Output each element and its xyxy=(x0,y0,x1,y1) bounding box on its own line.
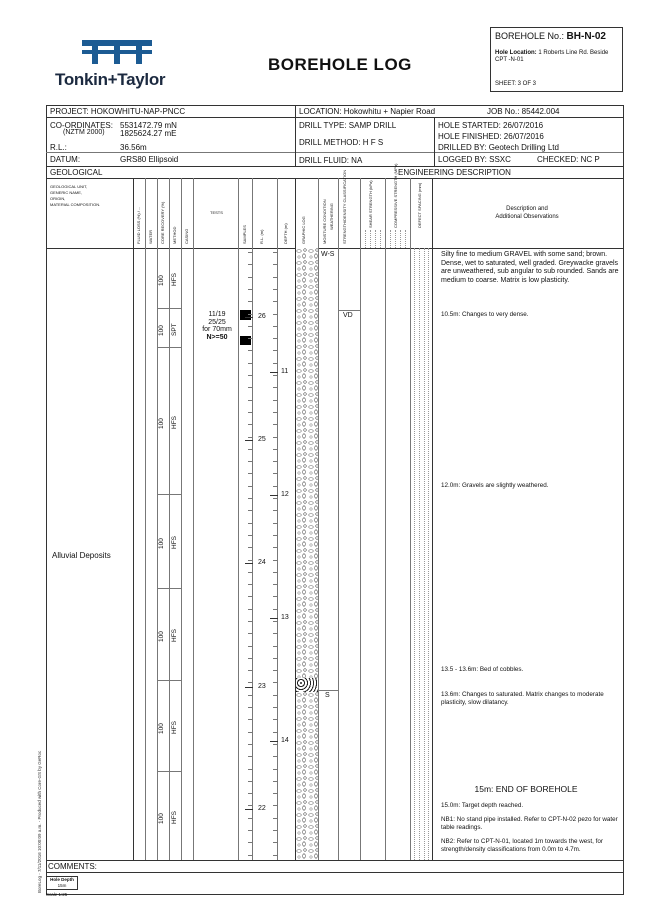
scale-minor-tick xyxy=(248,805,252,806)
scale-minor-tick xyxy=(273,609,277,610)
scale-minor-tick xyxy=(273,498,277,499)
header-core-recovery: CORE RECOVERY (%) xyxy=(160,201,165,244)
drilled-by: DRILLED BY: Geotech Drilling Ltd xyxy=(438,143,559,152)
scale-minor-tick xyxy=(248,486,252,487)
header-graphic-log: GRAPHIC LOG xyxy=(301,216,306,244)
rl-label: R.L.: xyxy=(50,143,67,152)
coords-sub: (NZTM 2000) xyxy=(63,129,105,136)
run-boundary xyxy=(157,347,181,348)
rl-major-tick xyxy=(245,563,253,564)
coords-label: CO-ORDINATES: xyxy=(50,121,113,130)
depth-tick-label: 11 xyxy=(281,368,289,375)
scale-minor-tick xyxy=(273,277,277,278)
sample-marker-1 xyxy=(240,310,251,320)
depth-major-tick xyxy=(270,741,278,742)
scale-minor-tick xyxy=(248,449,252,450)
scale-minor-tick xyxy=(248,350,252,351)
scale-minor-tick xyxy=(248,437,252,438)
rl-major-tick xyxy=(245,809,253,810)
project: PROJECT: HOKOWHITU-NAP-PNCC xyxy=(50,107,186,116)
section-geological: GEOLOGICAL xyxy=(50,168,103,177)
note-target: 15.0m: Target depth reached. xyxy=(441,802,524,809)
scale-minor-tick xyxy=(273,732,277,733)
scale-minor-tick xyxy=(248,769,252,770)
scale-minor-tick xyxy=(273,449,277,450)
scale-minor-tick xyxy=(248,461,252,462)
header-strength: STRENGTH/DENSITY CLASSIFICATION xyxy=(342,169,347,244)
scale-minor-tick xyxy=(248,375,252,376)
header-moisture: MOISTURE CONDITION xyxy=(322,199,327,244)
scale-minor-tick xyxy=(248,289,252,290)
scale-minor-tick xyxy=(273,719,277,720)
drill-method-value: HFS xyxy=(171,273,178,286)
scale-minor-tick xyxy=(248,682,252,683)
scale-minor-tick xyxy=(273,547,277,548)
scale-minor-tick xyxy=(273,572,277,573)
scale-minor-tick xyxy=(273,744,277,745)
scale-minor-tick xyxy=(273,523,277,524)
scale-minor-tick xyxy=(248,535,252,536)
rl-tick-label: 26 xyxy=(258,313,266,320)
page-title: BOREHOLE LOG xyxy=(268,55,412,74)
datum-label: DATUM: xyxy=(50,155,81,164)
coord-east: 1825624.27 mE xyxy=(120,129,177,138)
hole-started: HOLE STARTED: 26/07/2016 xyxy=(438,121,544,130)
observation-main: Silty fine to medium GRAVEL with some sand; brown. Dense, wet to saturated, well graded. Greywacke gravels are unweathered, sub angular to sub rounded. Sands are medium to coarse. Matrix is low plasticity. xyxy=(441,251,619,284)
header-compressive: COMPRESSIVE STRENGTH (MPa) xyxy=(393,163,398,228)
scale-minor-tick xyxy=(248,387,252,388)
scale-minor-tick xyxy=(273,830,277,831)
scale-minor-tick xyxy=(273,350,277,351)
company-name: Tonkin+Taylor xyxy=(55,70,166,89)
scale-minor-tick xyxy=(273,412,277,413)
run-boundary xyxy=(157,771,181,772)
scale-minor-tick xyxy=(248,830,252,831)
scale-minor-tick xyxy=(248,363,252,364)
depth-tick-label: 14 xyxy=(281,737,289,744)
rl-tick-label: 24 xyxy=(258,559,266,566)
scale-minor-tick xyxy=(273,756,277,757)
scale-minor-tick xyxy=(248,596,252,597)
scale-minor-tick xyxy=(248,633,252,634)
header-fluid-loss: FLUID LOSS (%) / ... xyxy=(136,206,141,244)
scale-minor-tick xyxy=(248,732,252,733)
drill-method: DRILL METHOD: H F S xyxy=(299,138,384,147)
observation-4: 13.6m: Changes to saturated. Matrix changes to moderate plasticity, slow dilatancy. xyxy=(441,691,604,706)
drill-method-value: HFS xyxy=(171,415,178,429)
core-recovery-value: 100 xyxy=(158,812,165,824)
scale-minor-tick xyxy=(248,510,252,511)
scale-minor-tick xyxy=(273,682,277,683)
depth-major-tick xyxy=(270,372,278,373)
datum-value: GRS80 Ellipsoid xyxy=(120,155,179,164)
scale-minor-tick xyxy=(273,842,277,843)
depth-major-tick xyxy=(270,495,278,496)
scale-minor-tick xyxy=(248,572,252,573)
drill-method-value: HFS xyxy=(171,720,178,734)
scale-minor-tick xyxy=(273,301,277,302)
header-shear: SHEAR STRENGTH (kPa) xyxy=(368,180,373,228)
coord-north: 5531472.79 mN xyxy=(120,121,177,130)
scale-minor-tick xyxy=(273,621,277,622)
rl-value: 36.56m xyxy=(120,143,147,152)
drill-method-value: HFS xyxy=(171,536,178,549)
header-tests: TESTS xyxy=(210,210,223,215)
run-boundary xyxy=(157,494,181,495)
rl-major-tick xyxy=(245,440,253,441)
scale-minor-tick xyxy=(273,793,277,794)
scale-minor-tick xyxy=(273,461,277,462)
scale-minor-tick xyxy=(273,670,277,671)
header-casing: CASING xyxy=(184,228,189,244)
scale-minor-tick xyxy=(248,781,252,782)
note-nb2: NB2: Refer to CPT-N-01, located 1m towards the west, for strength/density classifications from 0.0m to 4.7m. xyxy=(441,838,604,853)
drill-method-value: SPT xyxy=(171,322,178,336)
end-of-borehole: 15m: END OF BOREHOLE xyxy=(474,784,578,794)
borehole-box xyxy=(490,27,623,92)
rl-major-tick xyxy=(245,687,253,688)
scale-minor-tick xyxy=(273,633,277,634)
scale-minor-tick xyxy=(273,769,277,770)
density-vd: VD xyxy=(343,312,353,319)
scale-minor-tick xyxy=(248,424,252,425)
scale-minor-tick xyxy=(248,252,252,253)
drill-fluid: DRILL FLUID: NA xyxy=(299,156,363,165)
scale-minor-tick xyxy=(248,412,252,413)
depth-major-tick xyxy=(270,618,278,619)
scale-minor-tick xyxy=(248,793,252,794)
geo-description-header: GEOLOGICAL UNIT, GENERIC NAME, ORIGIN, MATERIAL COMPOSITION. xyxy=(50,184,101,207)
core-recovery-value: 100 xyxy=(158,722,165,734)
observation-1: 10.5m: Changes to very dense. xyxy=(441,311,529,318)
moisture-s: S xyxy=(325,692,330,699)
scale-minor-tick xyxy=(273,781,277,782)
core-recovery-value: 100 xyxy=(158,538,165,549)
header-rl: R.L. (m) xyxy=(259,229,264,244)
scale-minor-tick xyxy=(248,560,252,561)
location: LOCATION: Hokowhitu + Napier Road xyxy=(299,107,436,116)
rl-tick-label: 25 xyxy=(258,436,266,443)
scale-minor-tick xyxy=(273,855,277,856)
scale-minor-tick xyxy=(248,756,252,757)
scale-minor-tick xyxy=(273,805,277,806)
scale-minor-tick xyxy=(248,695,252,696)
scale-minor-tick xyxy=(248,707,252,708)
depth-tick-label: 13 xyxy=(281,614,289,621)
header-depth: DEPTH (m) xyxy=(283,223,288,244)
scale-minor-tick xyxy=(273,387,277,388)
job-number: JOB No.: 85442.004 xyxy=(487,107,560,116)
core-recovery-value: 100 xyxy=(158,275,165,286)
scale-minor-tick xyxy=(273,486,277,487)
scale-minor-tick xyxy=(273,264,277,265)
scale-minor-tick xyxy=(248,264,252,265)
run-boundary xyxy=(157,588,181,589)
hole-depth-box: Hole Depth 15m xyxy=(46,876,78,890)
scale-minor-tick xyxy=(248,473,252,474)
scale-minor-tick xyxy=(248,338,252,339)
scale-minor-tick xyxy=(273,646,277,647)
scale-minor-tick xyxy=(248,523,252,524)
header-samples: SAMPLES xyxy=(242,225,247,244)
scale-minor-tick xyxy=(273,437,277,438)
spt-result: 11/19 25/25 for 70mm N>=50 xyxy=(202,311,232,341)
sheet-number: SHEET: 3 OF 3 xyxy=(495,81,537,87)
scale-minor-tick xyxy=(248,400,252,401)
borehole-number: BOREHOLE No.: BH-N-02 xyxy=(495,31,606,42)
graphic-log-cobbles xyxy=(296,678,318,692)
checked-by: CHECKED: NC P xyxy=(537,155,600,164)
scale-minor-tick xyxy=(273,707,277,708)
scale-minor-tick xyxy=(248,744,252,745)
header-description: Description and Additional Observations xyxy=(495,206,559,220)
scale-minor-tick xyxy=(248,855,252,856)
hole-finished: HOLE FINISHED: 26/07/2016 xyxy=(438,132,544,141)
observation-2: 12.0m: Gravels are slightly weathered. xyxy=(441,482,549,489)
scale-minor-tick xyxy=(248,670,252,671)
run-boundary xyxy=(157,680,181,681)
rl-tick-label: 23 xyxy=(258,683,266,690)
scale-minor-tick xyxy=(248,301,252,302)
scale-minor-tick xyxy=(248,584,252,585)
scale-minor-tick xyxy=(273,658,277,659)
core-recovery-value: 100 xyxy=(158,324,165,336)
scale-minor-tick xyxy=(273,338,277,339)
comments-label: COMMENTS: xyxy=(48,862,97,871)
observation-3: 13.5 - 13.6m: Bed of cobbles. xyxy=(441,666,524,673)
header-defect: DEFECT SPACING (mm) xyxy=(417,182,422,228)
scale-minor-tick xyxy=(248,326,252,327)
scale-minor-tick xyxy=(273,400,277,401)
core-recovery-value: 100 xyxy=(158,417,165,429)
core-recovery-value: 100 xyxy=(158,631,165,642)
scale-minor-tick xyxy=(273,252,277,253)
scale-minor-tick xyxy=(248,547,252,548)
logged-by: LOGGED BY: SSXC xyxy=(438,155,511,164)
scale-minor-tick xyxy=(273,584,277,585)
depth-tick-label: 12 xyxy=(281,491,289,498)
rl-tick-label: 22 xyxy=(258,805,266,812)
scale-minor-tick xyxy=(248,314,252,315)
scale-minor-tick xyxy=(273,314,277,315)
scale-minor-tick xyxy=(273,375,277,376)
moisture-ws: W-S xyxy=(321,251,335,258)
drill-method-value: HFS xyxy=(171,629,178,642)
graphic-log-gravel xyxy=(296,248,318,860)
scale-minor-tick xyxy=(248,719,252,720)
hole-location: Hole Location: 1 Roberts Line Rd. Beside CPT -N-01 xyxy=(495,50,609,63)
scale-minor-tick xyxy=(248,842,252,843)
scale-minor-tick xyxy=(273,560,277,561)
scale-minor-tick xyxy=(273,289,277,290)
scale-minor-tick xyxy=(273,818,277,819)
scale-minor-tick xyxy=(273,535,277,536)
scale-minor-tick xyxy=(273,695,277,696)
scale-minor-tick xyxy=(273,326,277,327)
header-method: METHOD xyxy=(172,226,177,244)
scale-minor-tick xyxy=(248,498,252,499)
section-engineering: ENGINEERING DESCRIPTION xyxy=(398,168,511,177)
scale-minor-tick xyxy=(273,510,277,511)
side-note: BoreLog - 7/11/2016 10:00:09 a.m. - Produced with Core-GS by GeRoc xyxy=(37,750,42,893)
note-nb1: NB1: No stand pipe installed. Refer to CPT-N-02 pezo for water table readings. xyxy=(441,816,618,831)
header-weathering: WEATHERING xyxy=(329,203,334,230)
scale-label: Scale 1:25 xyxy=(46,892,68,897)
run-boundary xyxy=(157,308,181,309)
header-water: WATER xyxy=(148,230,153,244)
scale-minor-tick xyxy=(248,621,252,622)
scale-minor-tick xyxy=(248,277,252,278)
drill-method-value: HFS xyxy=(171,810,178,824)
scale-minor-tick xyxy=(248,818,252,819)
scale-minor-tick xyxy=(273,424,277,425)
drill-type: DRILL TYPE: SAMP DRILL xyxy=(299,121,397,130)
scale-minor-tick xyxy=(248,658,252,659)
rl-major-tick xyxy=(245,317,253,318)
scale-minor-tick xyxy=(273,363,277,364)
scale-minor-tick xyxy=(273,473,277,474)
scale-minor-tick xyxy=(248,646,252,647)
scale-minor-tick xyxy=(248,609,252,610)
geological-unit: Alluvial Deposits xyxy=(52,551,111,560)
scale-minor-tick xyxy=(273,596,277,597)
